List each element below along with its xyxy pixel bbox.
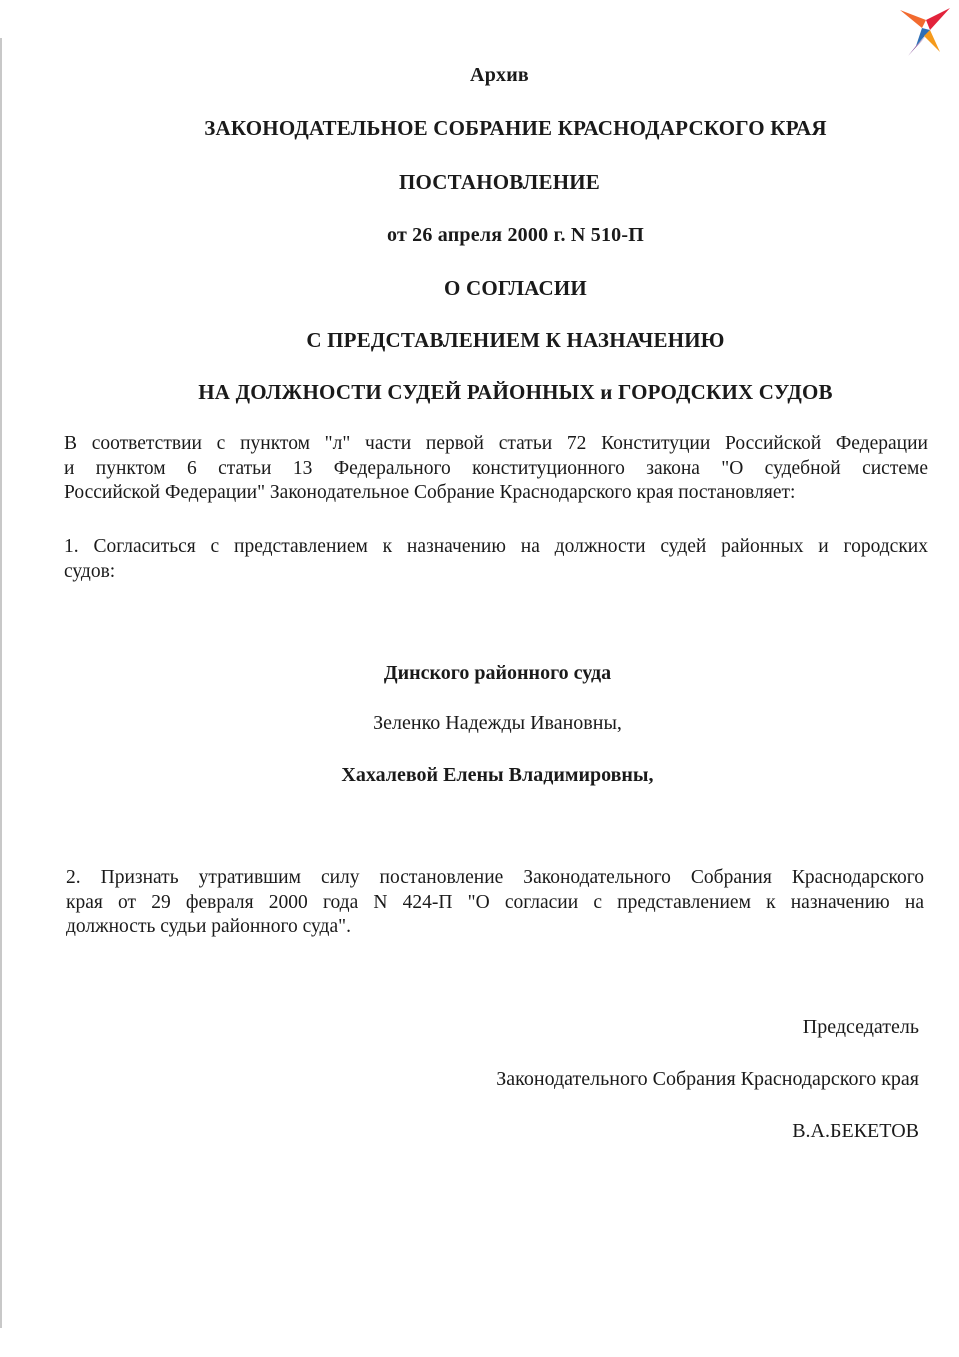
judge-name: Хахалевой Елены Владимировны, (341, 764, 654, 786)
item-2-paragraph (66, 866, 924, 940)
signature-name: В.А.БЕКЕТОВ (792, 1120, 919, 1142)
preamble-paragraph (64, 432, 928, 506)
preamble-line: и пунктом 6 статьи 13 Федерального конституционного закона "О судебной системе (64, 457, 928, 479)
title-line-3: НА ДОЛЖНОСТИ СУДЕЙ РАЙОННЫХ и ГОРОДСКИХ СУДОВ (198, 380, 833, 404)
bird-logo-icon (896, 6, 952, 58)
date-number: от 26 апреля 2000 г. N 510-П (387, 224, 644, 246)
item-1-line: судов: (64, 560, 116, 582)
title-line-1: О СОГЛАСИИ (444, 276, 587, 300)
item-2-line: 2. Признать утратившим силу постановление Законодательного Собрания Краснодарского (66, 867, 924, 888)
preamble-line: В соответствии с пунктом "л" части первой статьи 72 Конституции Российской Федерации (64, 433, 928, 454)
signature-position: Председатель (802, 1016, 919, 1038)
document-type: ПОСТАНОВЛЕНИЕ (398, 170, 601, 194)
title-line-2: С ПРЕДСТАВЛЕНИЕМ К НАЗНАЧЕНИЮ (306, 328, 725, 352)
judge-name: Зеленко Надежды Ивановны, (373, 712, 622, 734)
signature-body: Законодательного Собрания Краснодарского края (496, 1068, 919, 1090)
organization-title: ЗАКОНОДАТЕЛЬНОЕ СОБРАНИЕ КРАСНОДАРСКОГО КРАЯ (204, 116, 827, 140)
item-2-line: должность судьи районного суда". (66, 916, 351, 937)
item-2-line: края от 29 февраля 2000 года N 424-П "О согласии с представлением к назначению на (66, 891, 924, 913)
preamble-line: Российской Федерации" Законодательное Собрание Краснодарского края постановляет: (64, 482, 796, 503)
archive-label: Архив (470, 64, 529, 86)
court-name: Динского районного суда (383, 662, 612, 684)
item-1-paragraph (64, 535, 928, 584)
item-1-line: 1. Согласиться с представлением к назначению на должности судей районных и городских (64, 536, 928, 557)
